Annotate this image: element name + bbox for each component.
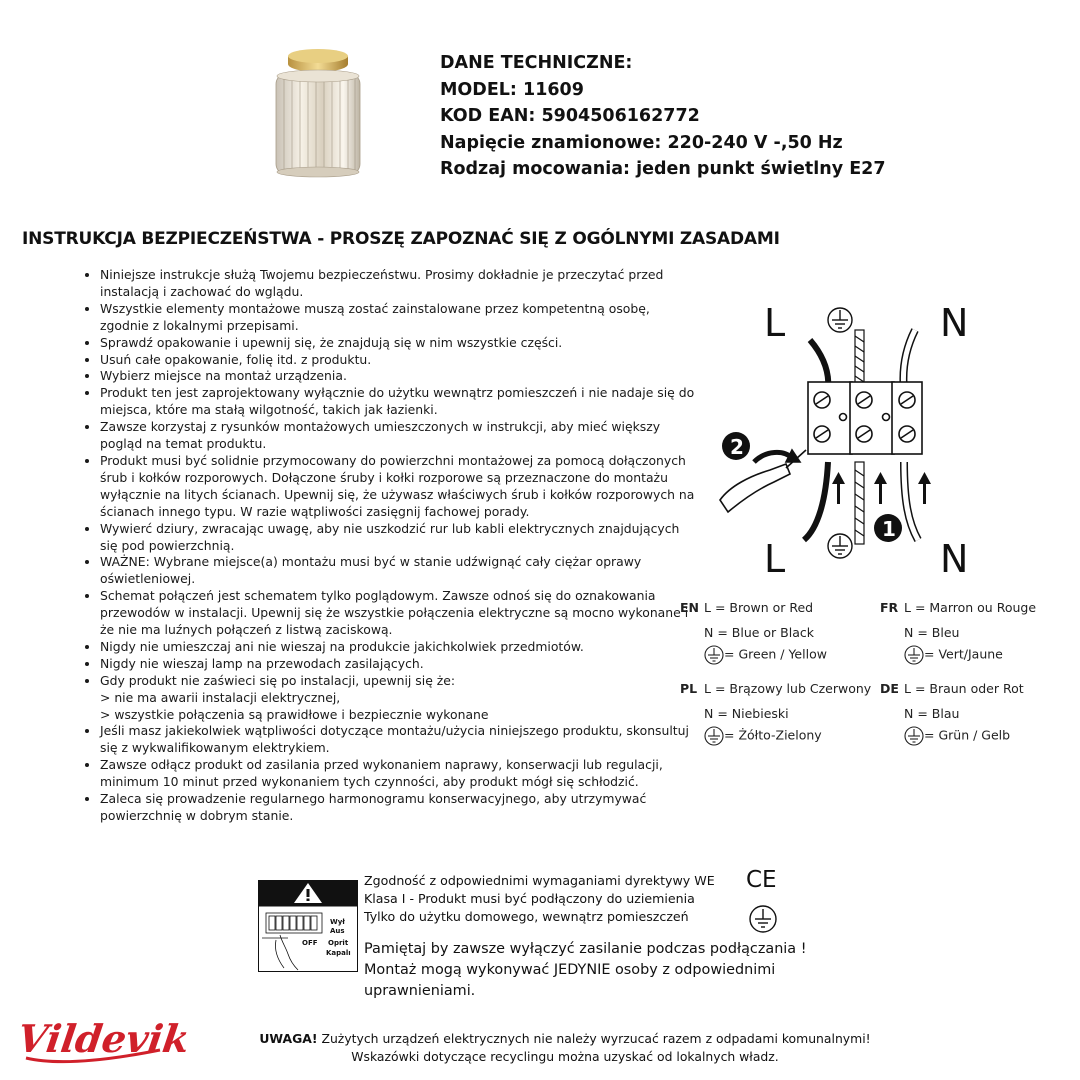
legend-pl-g: = Żółto-Zielony — [704, 726, 822, 746]
product-lamp-image — [268, 42, 368, 182]
rule-item: • Nigdy nie wieszaj lamp na przewodach zasilających. — [100, 656, 700, 673]
legend-pl-n: N = Niebieski — [704, 706, 789, 721]
legend-de-g: = Grün / Gelb — [904, 726, 1010, 746]
safety-title: INSTRUKCJA BEZPIECZEŃSTWA - PROSZĘ ZAPOZNAĆ SIĘ Z OGÓLNYMI ZASADAMI — [22, 229, 780, 249]
rule-item: • Wywierć dziury, zwracając uwagę, aby nie uszkodzić rur lub kabli elektrycznych znajdujących się pod powierzchnią. — [100, 521, 700, 555]
label-aus: Aus — [330, 927, 345, 935]
ground-icon — [748, 904, 778, 934]
caution-line: uprawnieniami. — [364, 983, 476, 999]
rule-item: • Wszystkie elementy montażowe muszą zostać zainstalowane przez kompetentną osobę, zgodnie z lokalnymi przepisami. — [100, 301, 700, 335]
legend-en-g: = Green / Yellow — [704, 645, 827, 665]
label-kapali: Kapalı — [326, 949, 351, 957]
label-wyl: Wył — [330, 918, 345, 926]
technical-data — [440, 50, 886, 183]
footer-line-1: UWAGA! Zużytych urządzeń elektrycznych nie należy wyrzucać razem z odpadami komunalnymi! — [259, 1031, 871, 1046]
ground-icon — [704, 726, 724, 746]
rule-item: • Usuń całe opakowanie, folię itd. z produktu. — [100, 352, 700, 369]
label-L-bottom: L — [764, 537, 786, 581]
rule-item: • Zaleca się prowadzenie regularnego harmonogramu konserwacyjnego, aby utrzymywać powierzchnię w dobrym stanie. — [100, 791, 700, 825]
rule-item: • Zawsze korzystaj z rysunków montażowych umieszczonych w instrukcji, aby mieć większy pogląd na temat produktu. — [100, 419, 700, 453]
legend-en-l: EN L = Brown or Red — [680, 600, 814, 615]
rule-item: • Jeśli masz jakiekolwiek wątpliwości dotyczące montażu/użycia niniejszego produktu, skonsultuj się z wykwalifikowanym elektrykiem. — [100, 723, 700, 757]
label-N-bottom: N — [940, 537, 969, 581]
safety-rules-list — [80, 267, 700, 825]
ground-icon — [828, 534, 852, 558]
rule-item: • Wybierz miejsce na montaż urządzenia. — [100, 368, 700, 385]
legend-pl-l: PL L = Brązowy lub Czerwony — [680, 681, 872, 696]
tech-mounting: Rodzaj mocowania: jeden punkt świetlny E27 — [440, 159, 886, 179]
compliance-line: Tylko do użytku domowego, wewnątrz pomieszczeń — [364, 909, 689, 924]
rule-item: • WAŻNE: Wybrane miejsce(a) montażu musi być w stanie udźwignąć cały ciężar oprawy oświetleniowej. — [100, 554, 700, 588]
rule-item: • Schemat połączeń jest schematem tylko poglądowym. Zawsze odnoś się do oznakowania przewodów w instalacji. Upewnij się że wszystkie połączenia elektryczne są mocno wykonane i że nie ma luźnych połączeń z listwą zaciskową. — [100, 588, 700, 639]
label-oprit: Oprit — [328, 939, 349, 947]
caution-line: Pamiętaj by zawsze wyłączyć zasilanie podczas podłączania ! — [364, 941, 807, 957]
rule-subitem: > wszystkie połączenia są prawidłowe i bezpiecznie wykonane — [100, 706, 489, 722]
earth-wire-bottom — [855, 462, 864, 544]
ground-icon — [828, 308, 852, 332]
rule-subitem: > nie ma awarii instalacji elektrycznej, — [100, 689, 341, 705]
tech-model: MODEL: 11609 — [440, 79, 584, 100]
caution-line: Montaż mogą wykonywać JEDYNIE osoby z odpowiednimi — [364, 962, 776, 978]
vildevik-logo — [14, 1010, 193, 1070]
ce-mark-icon — [746, 866, 780, 893]
label-L-top: L — [764, 301, 786, 345]
legend-en-n: N = Blue or Black — [704, 625, 814, 640]
label-N-top: N — [940, 301, 969, 345]
rule-item: • Sprawdź opakowanie i upewnij się, że znajdują się w nim wszystkie części. — [100, 335, 700, 352]
rule-item: • Nigdy nie umieszczaj ani nie wieszaj na produkcie jakichkolwiek przedmiotów. — [100, 639, 700, 656]
rule-item: • Produkt ten jest zaprojektowany wyłącznie do użytku wewnątrz pomieszczeń i nie nadaje się do miejsca, które ma stałą wilgotność, takich jak łazienki. — [100, 385, 700, 419]
tech-ean: KOD EAN: 5904506162772 — [440, 106, 700, 126]
legend-fr-n: N = Bleu — [904, 625, 960, 640]
step-1-label: 1 — [882, 517, 896, 541]
legend-de-l: DE L = Braun oder Rot — [880, 681, 1024, 696]
label-off: OFF — [302, 939, 318, 947]
wiring-diagram — [700, 290, 1000, 590]
rule-item: • Gdy produkt nie zaświeci się po instalacji, upewnij się że: — [100, 673, 700, 690]
compliance-line: Zgodność z odpowiednimi wymaganiami dyrektywy WE — [364, 873, 715, 888]
compliance-notes — [364, 872, 715, 926]
ground-icon — [904, 726, 924, 746]
recycling-footer — [190, 1030, 940, 1066]
terminal-block — [808, 382, 922, 454]
legend-fr-g: = Vert/Jaune — [904, 645, 1003, 665]
ground-icon — [904, 645, 924, 665]
earth-wire-top — [855, 330, 864, 390]
legend-de-n: N = Blau — [904, 706, 960, 721]
rule-item: • Zawsze odłącz produkt od zasilania przed wykonaniem naprawy, konserwacji lub regulacji, minimum 10 minut przed wykonaniem tych czynności, aby produkt mógł się schłodzić. — [100, 757, 700, 791]
power-off-warning-box — [258, 880, 358, 972]
footer-warning-label: UWAGA! — [259, 1031, 318, 1046]
rule-item: • Niniejsze instrukcje służą Twojemu bezpieczeństwu. Prosimy dokładnie je przeczytać przed instalacją i zachować do wglądu. — [100, 267, 700, 301]
ground-icon — [704, 645, 724, 665]
footer-line-2: Wskazówki dotyczące recyclingu można uzyskać od lokalnych władz. — [351, 1049, 779, 1064]
insert-arrows — [832, 472, 931, 504]
svg-text:Vildevik: Vildevik — [14, 1017, 193, 1062]
rule-item: • Produkt musi być solidnie przymocowany do powierzchni montażowej za pomocą dołączonych śrub i kołków rozporowych. Dołączone śruby i kołki rozporowe są przeznaczone do montażu wyłącznie na litych ścianach. Upewnij się, że używasz właściwych śrub i kołków rozporowych na ścianach innego typu. W razie wątpliwości zasięgnij fachowej porady. — [100, 453, 700, 521]
tech-heading: DANE TECHNICZNE: — [440, 53, 633, 73]
legend-fr-l: FR L = Marron ou Rouge — [880, 600, 1037, 615]
step-2-label: 2 — [730, 435, 744, 459]
caution-notes — [364, 939, 806, 1002]
svg-text:CE: CE — [746, 867, 777, 893]
tech-voltage: Napięcie znamionowe: 220-240 V -,50 Hz — [440, 132, 843, 153]
compliance-line: Klasa I - Produkt musi być podłączony do uziemienia — [364, 891, 695, 906]
